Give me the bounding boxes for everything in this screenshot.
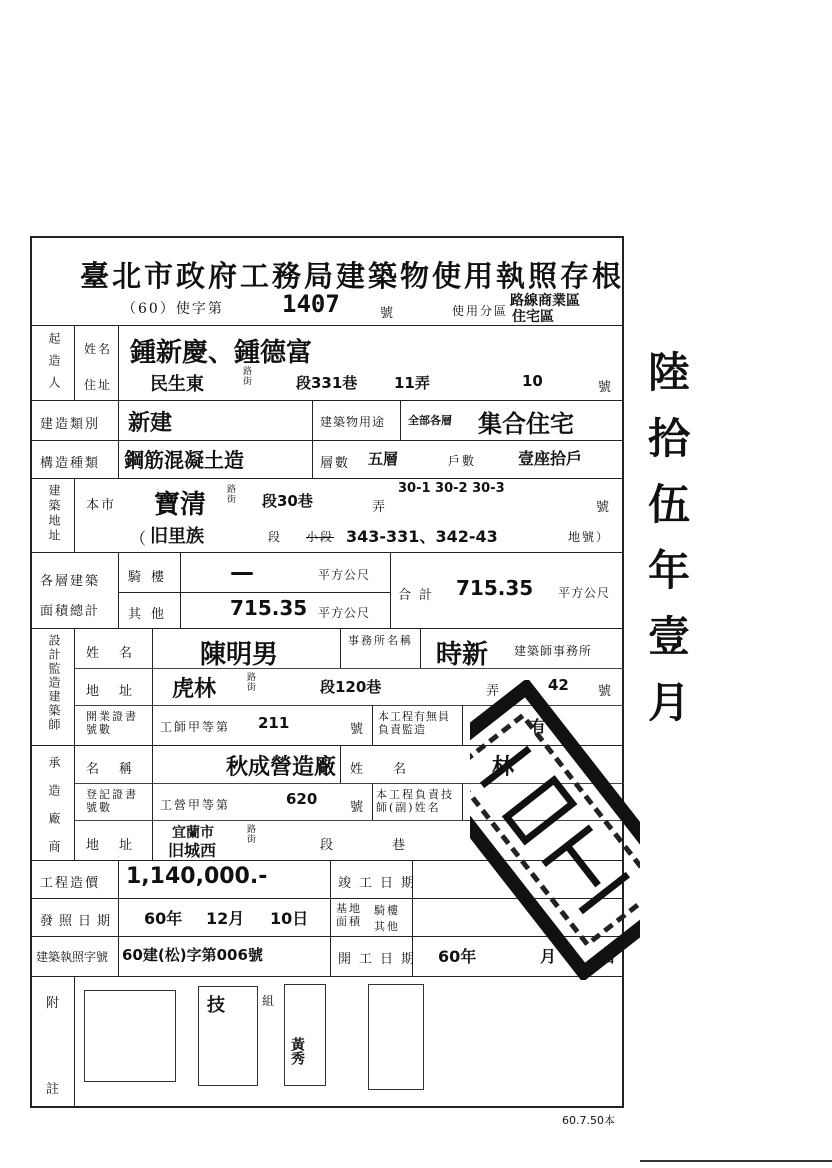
architect-license-label: 開業證書號數 xyxy=(86,710,138,736)
architect-office-suffix: 建築師事務所 xyxy=(514,644,593,658)
contractor-reg-suffix: 號 xyxy=(350,800,366,815)
side-date-text: 陸拾伍年壹月 xyxy=(642,350,691,746)
contractor-reg-prefix: 工營甲等第 xyxy=(160,798,231,812)
contractor-section-label: 承造廠商 xyxy=(47,756,61,868)
builder-alley: 11弄 xyxy=(394,374,430,392)
households-value: 壹座拾戶 xyxy=(518,449,583,468)
site-city-label: 本市 xyxy=(86,498,117,513)
site-no-label: 號 xyxy=(596,500,612,515)
license-number: 1407 xyxy=(282,290,340,318)
architect-license-value: 211 xyxy=(258,714,290,732)
architect-road-street: 路街 xyxy=(245,672,255,692)
contractor-engineer-label: 本工程負責技師(副)姓名 xyxy=(376,788,454,814)
site-alley-values: 30-1 30-2 30-3 xyxy=(398,481,505,496)
zone-value-1: 路線商業區 xyxy=(510,293,580,309)
project-cost-label: 工程造價 xyxy=(40,876,101,891)
total-area-unit: 平方公尺 xyxy=(558,586,611,600)
site-lot-values: 343-331、342-43 xyxy=(346,527,498,546)
contractor-person-label: 姓名 xyxy=(350,762,437,777)
contractor-alley-label: 巷 xyxy=(392,838,408,853)
arcade-unit: 平方公尺 xyxy=(318,568,371,582)
architect-office-label: 事務所名稱 xyxy=(348,634,413,647)
site-lot-label: 地號） xyxy=(568,530,611,544)
remark-stamp-box-2 xyxy=(198,986,258,1086)
arcade-value: — xyxy=(230,558,254,586)
contractor-reg-label: 登記證書號數 xyxy=(86,788,138,814)
site-road-value: 寶清 xyxy=(154,490,207,520)
red-seal-stamp-icon xyxy=(470,680,640,980)
start-date-label: 開工日期 xyxy=(338,952,423,967)
contractor-address-city: 宜蘭市 xyxy=(172,825,214,841)
permit-label: 建築執照字號 xyxy=(36,950,109,964)
architect-license-prefix: 工師甲等第 xyxy=(160,720,231,734)
issue-day: 10日 xyxy=(270,909,309,928)
build-type-label: 建造類別 xyxy=(40,417,101,432)
remark-stamp-name: 黃秀 xyxy=(289,1037,305,1065)
architect-house-no: 42 xyxy=(548,676,569,694)
issue-month: 12月 xyxy=(206,909,245,928)
architect-supervision-value: 有 xyxy=(530,717,547,736)
builder-road-street: 路街 xyxy=(241,366,251,386)
remark-stamp-2: 組 xyxy=(262,994,277,1008)
builder-house-no: 10 xyxy=(522,372,543,390)
site-alley-label: 弄 xyxy=(372,500,388,515)
contractor-name-value: 秋成營造廠 xyxy=(226,755,337,780)
builder-name-label: 姓名 xyxy=(84,342,113,356)
issue-date-label: 發照日期 xyxy=(40,914,117,929)
total-area-label: 合計 xyxy=(398,588,441,603)
remarks-label-bottom: 註 xyxy=(46,1082,62,1097)
start-month: 月 xyxy=(540,947,557,966)
floor-area-label-2: 面積總計 xyxy=(40,604,101,619)
site-area-other: 其他 xyxy=(374,920,400,933)
form-title: 臺北市政府工務局建築物使用執照存根 xyxy=(80,259,625,293)
structure-value: 鋼筋混凝土造 xyxy=(124,448,244,472)
remarks-label-top: 附 xyxy=(46,996,62,1011)
remark-stamp-1: 技 xyxy=(207,995,225,1016)
architect-address-label: 地址 xyxy=(86,684,153,699)
architect-section-lane: 段120巷 xyxy=(320,678,382,696)
total-area-value: 715.35 xyxy=(456,576,534,600)
other-area-label: 其他 xyxy=(128,607,175,622)
builder-address-label: 住址 xyxy=(84,378,113,392)
floor-area-label-1: 各層建築 xyxy=(40,574,101,589)
builder-name-value: 鍾新慶、鍾德富 xyxy=(130,338,313,368)
zone-value-2: 住宅區 xyxy=(512,309,554,325)
architect-alley-label: 弄 xyxy=(486,684,502,699)
license-prefix: （60）使字第 xyxy=(122,301,224,317)
site-old-section: 段 xyxy=(268,530,283,544)
households-label: 戶數 xyxy=(448,454,477,468)
site-area-arcade: 騎樓 xyxy=(374,904,400,917)
site-address-label: 建築地址 xyxy=(47,484,61,544)
building-use-floor-note: 全部各層 xyxy=(408,414,452,427)
contractor-section-label-2: 段 xyxy=(320,838,336,853)
architect-no-label: 號 xyxy=(598,684,614,699)
contractor-address-value: 旧城西 xyxy=(168,841,217,860)
builder-section-label: 起造人 xyxy=(47,332,61,398)
issue-year: 60年 xyxy=(144,909,183,928)
builder-address-value: 民生東 xyxy=(150,374,204,395)
remark-stamp-box-3 xyxy=(284,984,326,1086)
contractor-address-label: 地址 xyxy=(86,838,153,853)
contractor-reg-value: 620 xyxy=(286,790,318,808)
print-code: 60.7.50本 xyxy=(562,1114,615,1127)
floors-label: 層數 xyxy=(320,456,351,471)
other-area-value: 715.35 xyxy=(230,596,308,620)
site-old-li: 旧里族 xyxy=(150,526,204,547)
site-old-prefix: （ xyxy=(130,529,149,548)
architect-section-label: 設計監造建築師 xyxy=(47,634,61,732)
remark-stamp-box-4 xyxy=(368,984,424,1090)
builder-no-label: 號 xyxy=(598,380,614,395)
site-section-lane: 段30巷 xyxy=(262,492,313,510)
other-area-unit: 平方公尺 xyxy=(318,606,371,620)
build-type-value: 新建 xyxy=(128,411,173,436)
architect-supervision-label: 本工程有無員負責監造 xyxy=(378,710,450,736)
architect-name-value: 陳明男 xyxy=(200,640,279,670)
architect-address-value: 虎林 xyxy=(172,677,217,702)
building-use-label: 建築物用途 xyxy=(320,415,386,429)
architect-name-label: 姓名 xyxy=(86,646,153,661)
contractor-road-street: 路街 xyxy=(245,824,255,844)
project-cost-value: 1,140,000.- xyxy=(126,864,268,889)
architect-license-suffix: 號 xyxy=(350,722,366,737)
builder-section: 段331巷 xyxy=(296,374,358,392)
building-use-value: 集合住宅 xyxy=(478,410,574,438)
permit-value: 60建(松)字第006號 xyxy=(122,946,263,964)
license-no-suffix: 號 xyxy=(380,306,396,321)
remark-stamp-box-1 xyxy=(84,990,176,1082)
site-road-street: 路街 xyxy=(225,484,235,504)
structure-label: 構造種類 xyxy=(40,456,101,471)
arcade-label: 騎樓 xyxy=(128,570,175,585)
completion-date-label: 竣工日期 xyxy=(338,876,423,891)
site-subsection: 小段 xyxy=(306,530,335,544)
site-area-label: 基地面積 xyxy=(336,902,362,928)
contractor-person-value: 林 xyxy=(492,755,515,780)
contractor-name-label: 名稱 xyxy=(86,762,153,777)
architect-office-value: 時新 xyxy=(436,640,489,670)
floors-value: 五層 xyxy=(368,450,399,468)
zone-label: 使用分區 xyxy=(452,304,509,318)
start-day: 日 xyxy=(600,947,617,966)
start-year: 60年 xyxy=(438,947,477,966)
